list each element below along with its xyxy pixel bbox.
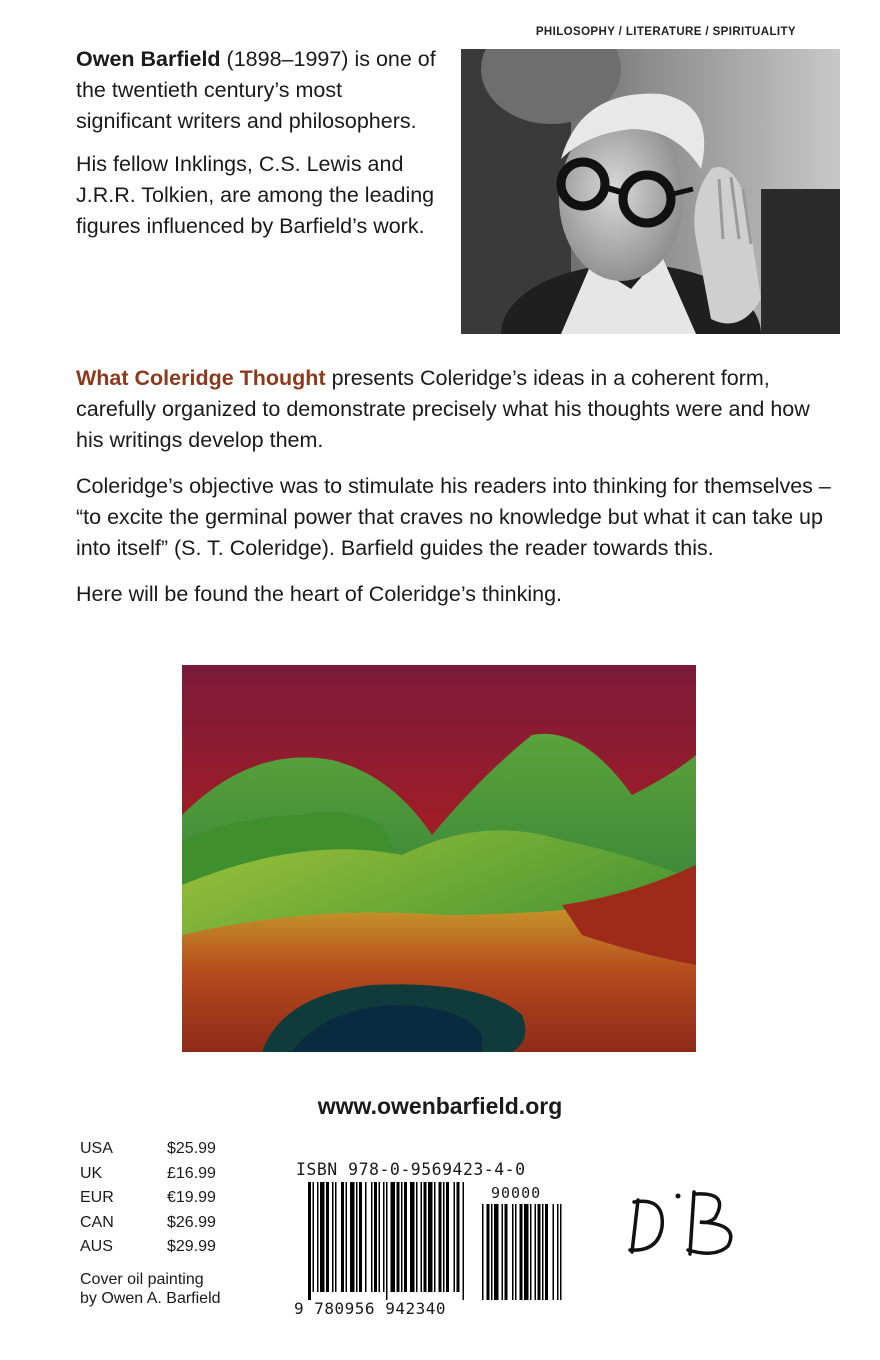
painting-credit-line-1: Cover oil painting xyxy=(80,1271,204,1288)
author-inklings: His fellow Inklings, C.S. Lewis and J.R.R. Tolkien, are among the leading figures influenced by Barfield’s work. xyxy=(76,152,435,238)
author-dates: (1898–1997) xyxy=(220,47,349,71)
barcode-bar xyxy=(454,1182,456,1292)
price-region: AUS xyxy=(80,1238,113,1255)
barcode-bar xyxy=(443,1182,445,1292)
addon-bar xyxy=(494,1204,499,1300)
painting-credit xyxy=(80,1270,280,1308)
barcode-bars xyxy=(290,1182,570,1302)
barcode-bar xyxy=(421,1182,423,1292)
barcode-digits: 9 780956 942340 xyxy=(294,1299,446,1318)
barcode-bar xyxy=(404,1182,407,1292)
barcode-bar xyxy=(317,1182,319,1292)
barcode-bar xyxy=(371,1182,373,1292)
addon-bar xyxy=(557,1204,559,1300)
price-row xyxy=(80,1235,260,1260)
price-row xyxy=(80,1211,260,1236)
isbn-label: ISBN 978-0-9569423-4-0 xyxy=(296,1160,526,1179)
price-region: UK xyxy=(80,1164,103,1182)
description-para-2: Coleridge’s objective was to stimulate his readers into thinking for themselves – “to excite the germinal power that craves no knowledge but what it can take up into itself” (S. T. Coleridge). Barfield guides the reader towards this. xyxy=(76,474,831,560)
addon-bar xyxy=(542,1204,544,1300)
barcode-bar xyxy=(379,1182,381,1292)
portrait-illustration xyxy=(461,49,840,334)
description-para-1 xyxy=(76,363,836,456)
price-region: CAN xyxy=(80,1213,114,1231)
addon-bar xyxy=(487,1204,490,1300)
description-para-1-text: presents Coleridge’s ideas in a coherent form, carefully organized to demonstrate precisely what his thoughts were and how his writings develop them. xyxy=(76,366,810,452)
price-row xyxy=(80,1186,260,1211)
price-row xyxy=(80,1137,260,1162)
addon-bar xyxy=(553,1204,555,1300)
addon-bar xyxy=(520,1204,523,1300)
price-region: EUR xyxy=(80,1189,114,1206)
barcode-bar xyxy=(332,1182,334,1292)
book-title: What Coleridge Thought xyxy=(76,366,326,390)
addon-bar xyxy=(538,1204,541,1300)
addon-bar xyxy=(502,1204,504,1300)
barcode-bar xyxy=(313,1182,315,1292)
addon-bar xyxy=(505,1204,508,1300)
price-value: £16.99 xyxy=(167,1164,216,1182)
author-intro-text: is one of the twentieth century’s most significant writers and philosophers. xyxy=(76,47,436,133)
barcode-bar xyxy=(428,1182,433,1292)
barcode-bar xyxy=(359,1182,362,1292)
addon-bar xyxy=(545,1204,548,1300)
barcode-bar xyxy=(391,1182,396,1292)
price-value: $25.99 xyxy=(167,1140,216,1157)
author-bio xyxy=(76,44,436,254)
price-row xyxy=(80,1162,260,1187)
barcode-bar xyxy=(320,1182,325,1292)
addon-bar xyxy=(530,1204,532,1300)
barcode-bar xyxy=(335,1182,337,1292)
barcode-bar xyxy=(424,1182,427,1292)
addon-bar xyxy=(512,1204,514,1300)
painting-illustration xyxy=(182,665,696,1052)
description-para-3: Here will be found the heart of Coleridge’s thinking. xyxy=(76,582,563,606)
barcode-bar xyxy=(401,1182,403,1292)
addon-bar xyxy=(482,1204,484,1300)
website-url[interactable]: www.owenbarfield.org xyxy=(317,1093,563,1119)
price-value: €19.99 xyxy=(167,1189,216,1206)
barcode-bar xyxy=(308,1182,311,1300)
barcode-bar xyxy=(346,1182,348,1292)
addon-bar xyxy=(524,1204,529,1300)
barcode-bar xyxy=(439,1182,442,1292)
price-value: $26.99 xyxy=(167,1213,216,1231)
addon-bar xyxy=(491,1204,493,1300)
price-value: $29.99 xyxy=(167,1238,216,1255)
barcode-bar xyxy=(446,1182,449,1292)
price-list xyxy=(80,1137,260,1260)
barcode-bar xyxy=(350,1182,355,1292)
barcode-bar xyxy=(463,1182,465,1300)
addon-bar xyxy=(535,1204,537,1300)
barcode-addon-digits: 90000 xyxy=(491,1184,542,1202)
barcode-bar xyxy=(386,1182,388,1300)
barcode-bar xyxy=(457,1182,460,1292)
barcode-bar xyxy=(383,1182,385,1292)
barcode-bar xyxy=(416,1182,418,1292)
addon-bar xyxy=(560,1204,562,1300)
barcode-bar xyxy=(410,1182,415,1292)
price-region: USA xyxy=(80,1140,113,1157)
category-label: PHILOSOPHY / LITERATURE / SPIRITUALITY xyxy=(535,26,796,38)
book-description xyxy=(76,363,836,625)
cover-painting xyxy=(182,665,696,1052)
isbn-barcode xyxy=(290,1160,570,1320)
author-portrait-photo xyxy=(461,49,840,334)
barcode-bar xyxy=(365,1182,367,1292)
barcode-bar xyxy=(356,1182,358,1292)
barcode-bar xyxy=(341,1182,344,1292)
monogram-signature xyxy=(620,1182,750,1262)
barcode-bar xyxy=(434,1182,436,1292)
barcode-bar xyxy=(397,1182,400,1292)
barcode-bar xyxy=(326,1182,329,1292)
painting-credit-line-2: by Owen A. Barfield xyxy=(80,1290,221,1307)
addon-bar xyxy=(515,1204,517,1300)
barcode-bar xyxy=(374,1182,377,1292)
author-name: Owen Barfield xyxy=(76,47,221,71)
author-intro xyxy=(76,44,436,137)
